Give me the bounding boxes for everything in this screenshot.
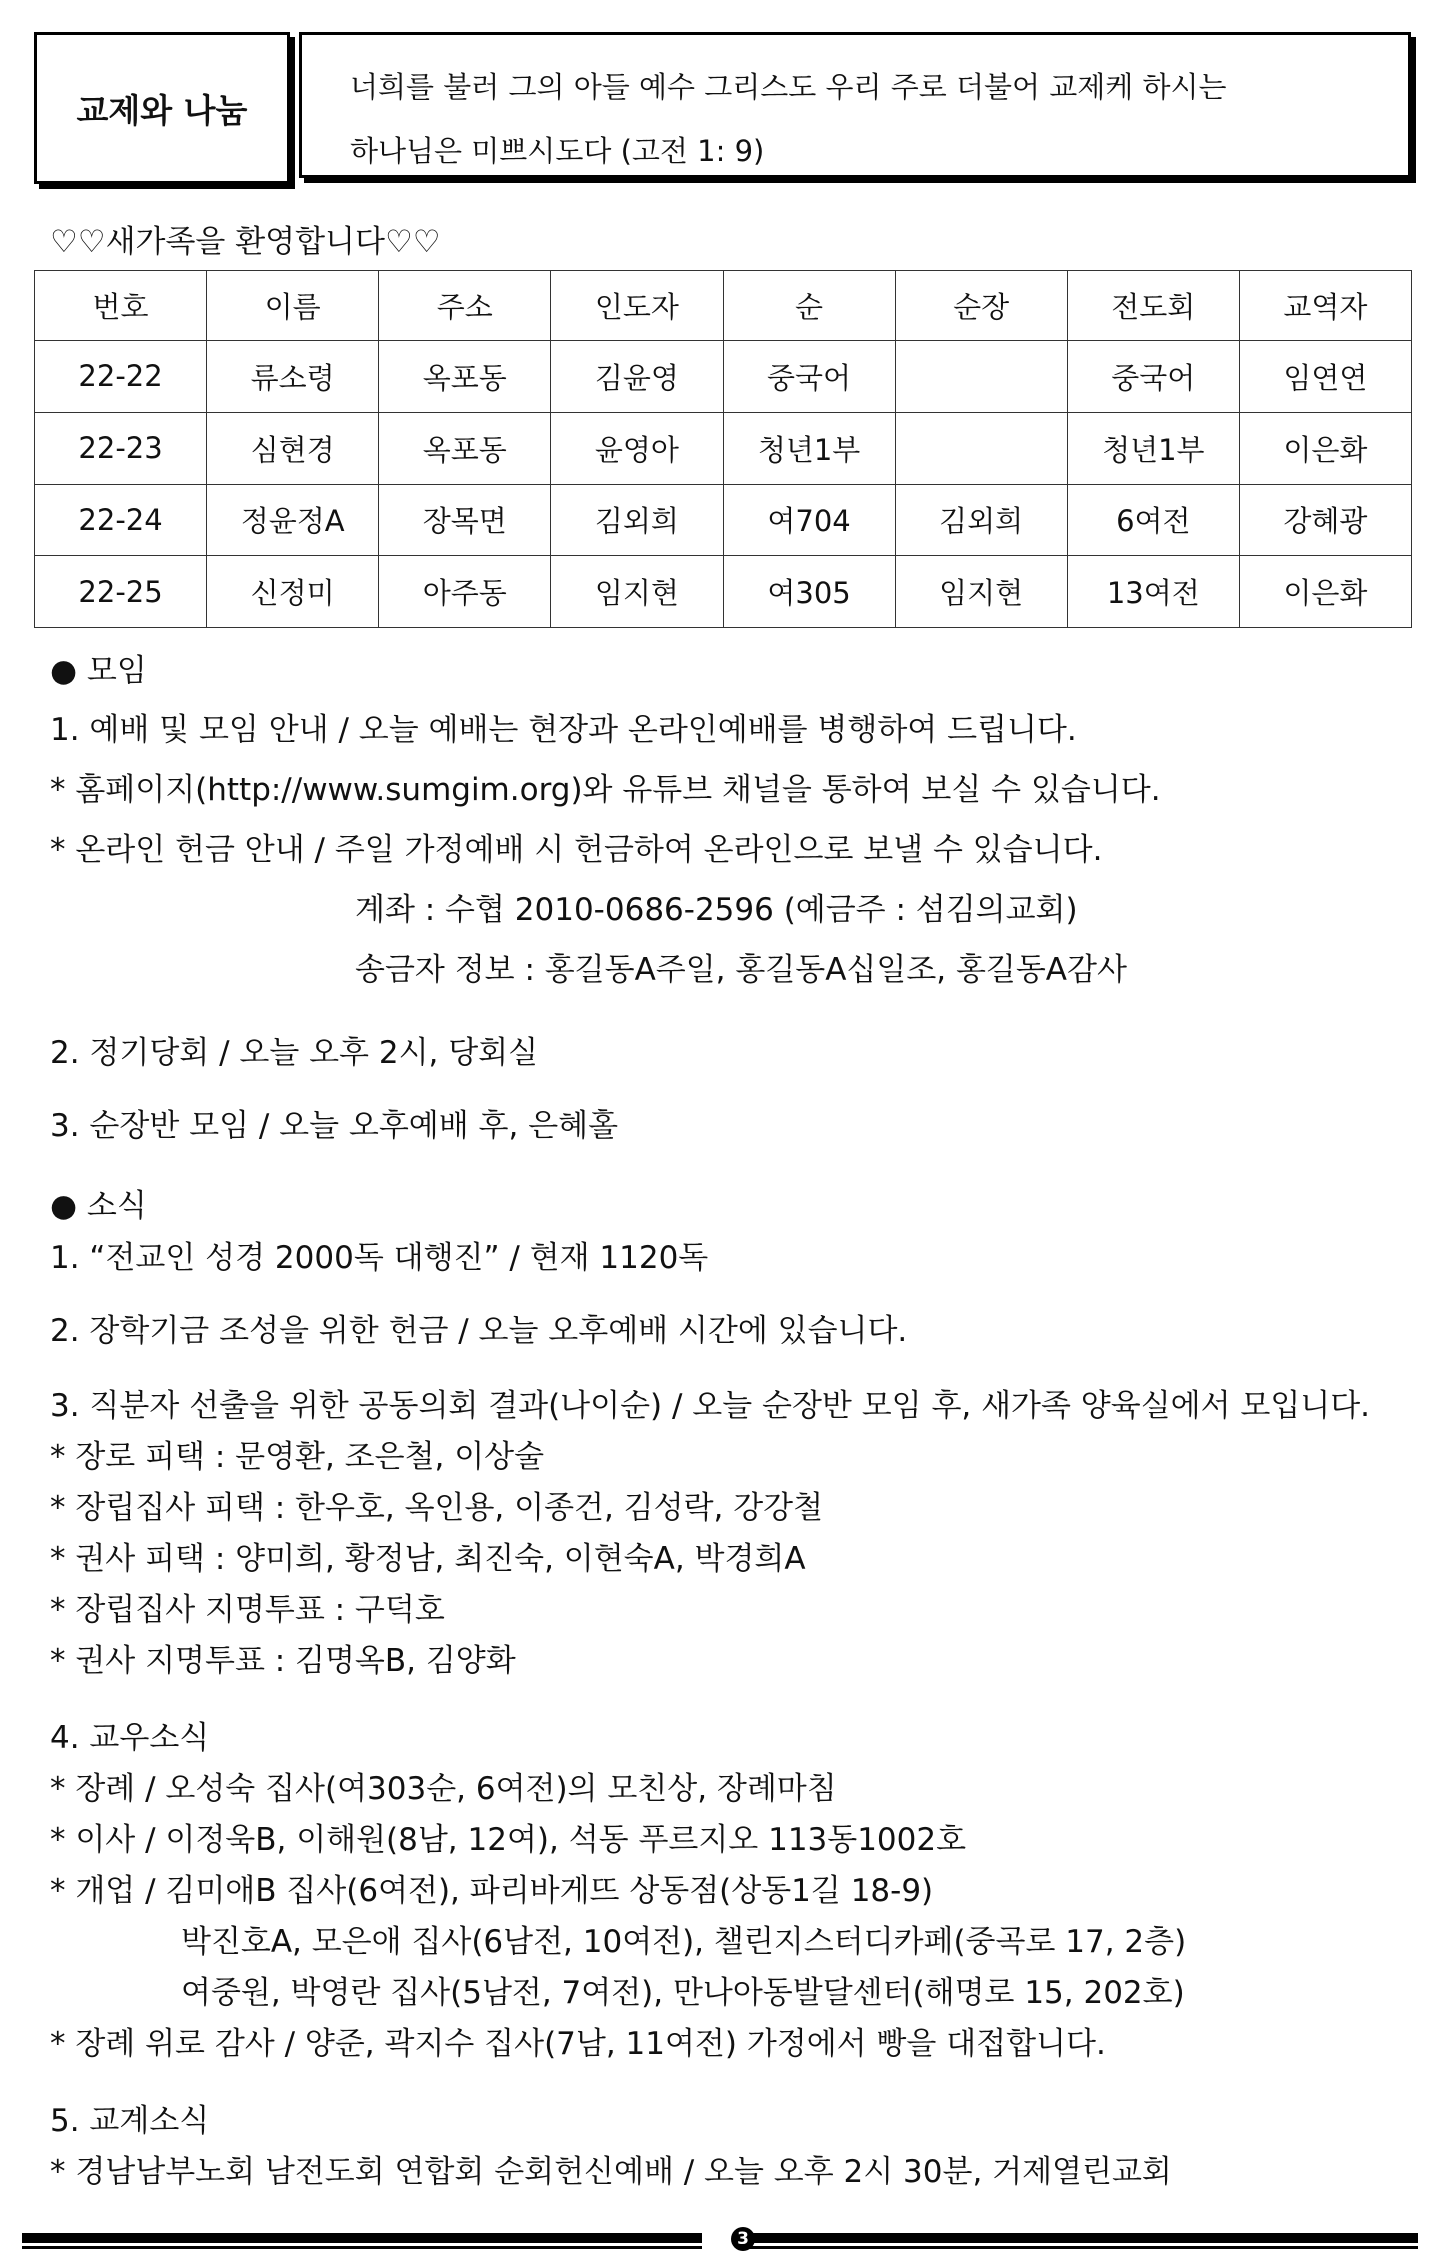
notice-line: * 권사 피택 : 양미희, 황정남, 최진숙, 이현숙A, 박경희A xyxy=(50,1541,806,1577)
verse-line-2: 하나님은 미쁘시도다 (고전 1: 9) xyxy=(350,134,765,168)
table-cell: 아주동 xyxy=(379,556,551,628)
table-header-row xyxy=(35,271,1412,341)
header-cell: 주소 xyxy=(379,271,551,341)
table-cell: 김외희 xyxy=(551,484,723,556)
table-cell: 22-24 xyxy=(35,484,207,556)
header-cell: 순장 xyxy=(895,271,1067,341)
table-cell: 13여전 xyxy=(1067,556,1239,628)
section-title-box xyxy=(34,32,290,184)
section-heading-meetings: ● 모임 xyxy=(50,653,147,689)
notice-line: 5. 교계소식 xyxy=(50,2103,210,2139)
table-row xyxy=(35,341,1412,413)
notice-line: 3. 순장반 모임 / 오늘 오후예배 후, 은혜홀 xyxy=(50,1108,619,1144)
notice-line: * 장립집사 지명투표 : 구덕호 xyxy=(50,1592,445,1628)
header-cell: 전도회 xyxy=(1067,271,1239,341)
notice-line: * 경남남부노회 남전도회 연합회 순회헌신예배 / 오늘 오후 2시 30분, 거제열린교회 xyxy=(50,2154,1172,2190)
notice-line: 2. 장학기금 조성을 위한 헌금 / 오늘 오후예배 시간에 있습니다. xyxy=(50,1313,908,1349)
footer-rule-left-thin xyxy=(22,2246,702,2249)
notice-line: 4. 교우소식 xyxy=(50,1720,210,1756)
page-number: 3 xyxy=(731,2227,755,2251)
notice-line: * 권사 지명투표 : 김명옥B, 김양화 xyxy=(50,1643,516,1679)
notice-line: * 이사 / 이정욱B, 이해원(8남, 12여), 석동 푸르지오 113동1002호 xyxy=(50,1822,967,1858)
table-cell: 임지현 xyxy=(895,556,1067,628)
table-cell: 장목면 xyxy=(379,484,551,556)
header-cell: 순 xyxy=(723,271,895,341)
table-cell: 임지현 xyxy=(551,556,723,628)
notice-line: * 장로 피택 : 문영환, 조은철, 이상술 xyxy=(50,1439,545,1475)
notice-line: * 장례 / 오성숙 집사(여303순, 6여전)의 모친상, 장례마침 xyxy=(50,1771,837,1807)
table-cell: 중국어 xyxy=(1067,341,1239,413)
footer-rule-left xyxy=(22,2233,702,2243)
header-cell: 이름 xyxy=(207,271,379,341)
table-cell: 임연연 xyxy=(1239,341,1411,413)
table-row xyxy=(35,484,1412,556)
table-cell xyxy=(895,412,1067,484)
table-cell: 6여전 xyxy=(1067,484,1239,556)
notice-line: * 홈페이지(http://www.sumgim.org)와 유튜브 채널을 통하여 보실 수 있습니다. xyxy=(50,772,1161,808)
notice-line: * 장립집사 피택 : 한우호, 옥인용, 이종건, 김성락, 강강철 xyxy=(50,1490,824,1526)
new-family-table xyxy=(34,270,1412,628)
table-cell: 옥포동 xyxy=(379,412,551,484)
table-cell: 윤영아 xyxy=(551,412,723,484)
table-cell: 청년1부 xyxy=(1067,412,1239,484)
table-cell: 김외희 xyxy=(895,484,1067,556)
table-cell: 정윤정A xyxy=(207,484,379,556)
section-title: 교제와 나눔 xyxy=(76,90,248,130)
table-cell: 류소령 xyxy=(207,341,379,413)
footer-bar xyxy=(22,2229,1418,2250)
notice-line: 3. 직분자 선출을 위한 공동의회 결과(나이순) / 오늘 순장반 모임 후, 새가족 양육실에서 모입니다. xyxy=(50,1388,1371,1424)
table-row xyxy=(35,412,1412,484)
table-cell: 여305 xyxy=(723,556,895,628)
table-cell: 이은화 xyxy=(1239,412,1411,484)
table-row xyxy=(35,556,1412,628)
table-cell: 22-22 xyxy=(35,341,207,413)
header-cell: 인도자 xyxy=(551,271,723,341)
notice-line: 1. 예배 및 모임 안내 / 오늘 예배는 현장과 온라인예배를 병행하여 드립니다. xyxy=(50,712,1077,748)
table-cell: 심현경 xyxy=(207,412,379,484)
notice-line: * 장례 위로 감사 / 양준, 곽지수 집사(7남, 11여전) 가정에서 빵을 대접합니다. xyxy=(50,2026,1106,2062)
section-heading-news: ● 소식 xyxy=(50,1188,147,1224)
table-cell: 강혜광 xyxy=(1239,484,1411,556)
header-cell: 교역자 xyxy=(1239,271,1411,341)
notice-line: 송금자 정보 : 홍길동A주일, 홍길동A십일조, 홍길동A감사 xyxy=(355,952,1127,988)
table-cell: 옥포동 xyxy=(379,341,551,413)
notice-line: 1. “전교인 성경 2000독 대행진” / 현재 1120독 xyxy=(50,1240,709,1276)
welcome-heading: ♡♡새가족을 환영합니다♡♡ xyxy=(50,224,441,260)
table-cell: 청년1부 xyxy=(723,412,895,484)
footer-rule-right-thin xyxy=(738,2246,1418,2249)
notice-line: * 온라인 헌금 안내 / 주일 가정예배 시 헌금하여 온라인으로 보낼 수 있습니다. xyxy=(50,832,1103,868)
table-cell: 22-23 xyxy=(35,412,207,484)
notice-line: 여중원, 박영란 집사(5남전, 7여전), 만나아동발달센터(해명로 15, 202호) xyxy=(181,1975,1185,2011)
table-cell xyxy=(895,341,1067,413)
table-cell: 이은화 xyxy=(1239,556,1411,628)
table-cell: 신정미 xyxy=(207,556,379,628)
notice-line: 2. 정기당회 / 오늘 오후 2시, 당회실 xyxy=(50,1035,539,1071)
verse-line-1: 너희를 불러 그의 아들 예수 그리스도 우리 주로 더불어 교제케 하시는 xyxy=(350,70,1227,104)
table-cell: 중국어 xyxy=(723,341,895,413)
footer-rule-right xyxy=(738,2233,1418,2243)
notice-line: 계좌 : 수협 2010-0686-2596 (예금주 : 섬김의교회) xyxy=(355,892,1078,928)
verse-box xyxy=(299,32,1411,178)
notice-line: * 개업 / 김미애B 집사(6여전), 파리바게뜨 상동점(상동1길 18-9) xyxy=(50,1873,934,1909)
table-cell: 22-25 xyxy=(35,556,207,628)
header-cell: 번호 xyxy=(35,271,207,341)
table-cell: 여704 xyxy=(723,484,895,556)
notice-line: 박진호A, 모은애 집사(6남전, 10여전), 챌린지스터디카페(중곡로 17, 2층) xyxy=(181,1924,1187,1960)
table-cell: 김윤영 xyxy=(551,341,723,413)
